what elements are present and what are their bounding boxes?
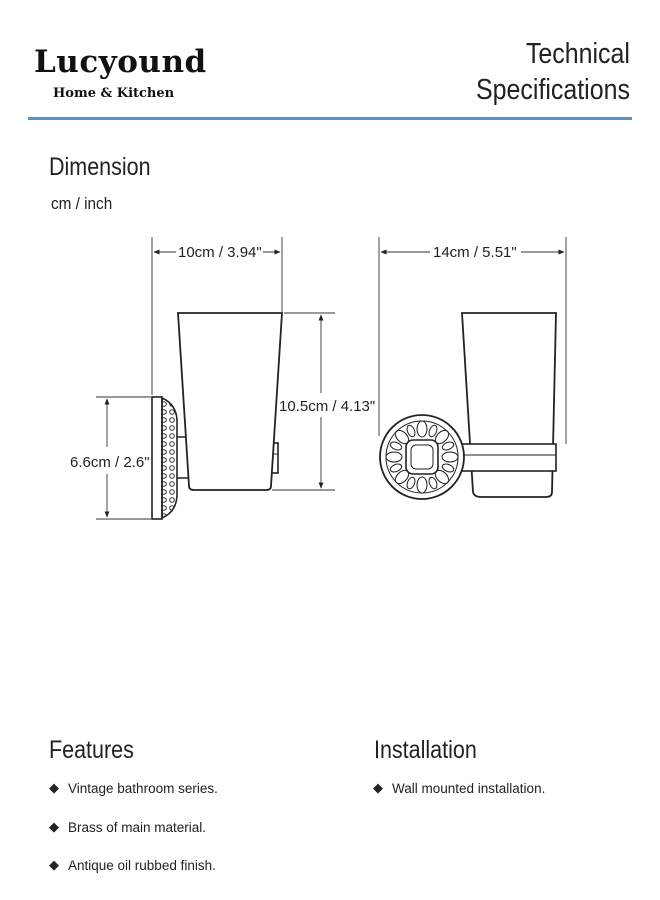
front-view-drawing: [380, 313, 556, 499]
diamond-bullet-icon: ◆: [49, 780, 59, 795]
brand-name: Lucyound: [34, 44, 207, 80]
side-view-drawing: [152, 313, 282, 519]
front-width-label: 14cm / 5.51": [433, 244, 517, 261]
features-heading: Features: [49, 736, 134, 764]
base-height-label: 6.6cm / 2.6": [70, 454, 150, 471]
installation-heading: Installation: [374, 736, 477, 764]
side-height-label: 10.5cm / 4.13": [279, 398, 376, 415]
diamond-bullet-icon: ◆: [49, 857, 59, 872]
title-line-1: Technical: [526, 38, 630, 70]
diamond-bullet-icon: ◆: [373, 780, 383, 795]
dimension-units: cm / inch: [51, 194, 113, 213]
brand-tagline: Home & Kitchen: [53, 86, 175, 101]
dimension-heading: Dimension: [49, 153, 151, 181]
side-width-label: 10cm / 3.94": [178, 244, 262, 261]
diamond-bullet-icon: ◆: [49, 818, 59, 834]
title-line-2: Specifications: [476, 74, 630, 106]
